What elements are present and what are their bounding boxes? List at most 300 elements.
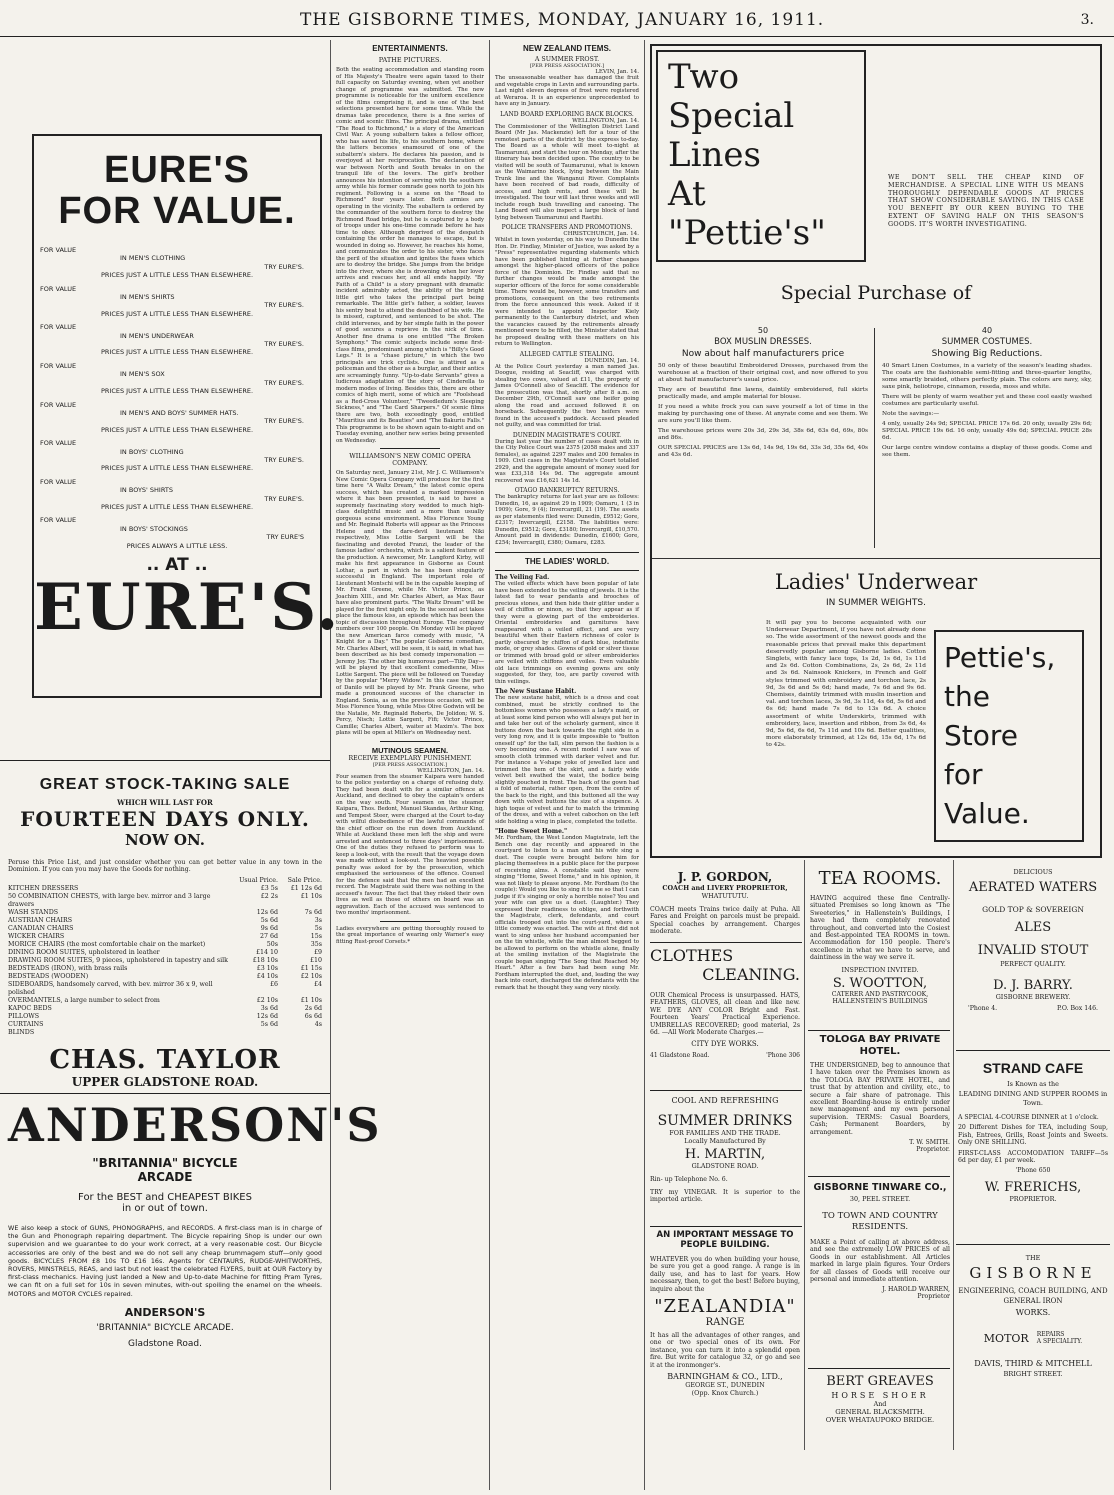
price-row — [8, 933, 322, 941]
pettie-title-line: Two — [668, 57, 740, 97]
price-row — [8, 917, 322, 925]
martin-vinegar: TRY my VINEGAR. It is superior to the imported article. — [650, 1189, 800, 1204]
eures-for-value: FOR VALUE — [40, 361, 77, 370]
eures-line — [40, 362, 314, 396]
strand-accommodation: FIRST-CLASS ACCOMODATION TARIFF—5s 6d per day, £1 per week. — [958, 1149, 1108, 1165]
h-pathe: PATHE PICTURES. — [378, 56, 442, 64]
item-name: BLINDS — [8, 1028, 35, 1036]
greaves-address: OVER WHATAUPOKO BRIDGE. — [825, 1416, 935, 1424]
item-name: 50 COMBINATION CHESTS, with large bev. mirror and 3 large drawers — [8, 892, 211, 908]
item-name: DINING ROOM SUITES, upholstered in leather — [8, 948, 160, 956]
h-mutinous: MUTINOUS SEAMEN. — [371, 745, 449, 755]
anderson-name: ANDERSON'S — [8, 1098, 382, 1152]
strand-sub: LEADING DINING AND SUPPER ROOMS in Town. — [958, 1090, 1108, 1107]
price-row — [8, 1029, 322, 1037]
martin-address: GLADSTONE ROAD. — [691, 1162, 759, 1170]
sale-price: 3s — [314, 916, 322, 924]
eures-subtitle: FOR VALUE. — [58, 190, 296, 232]
eng-works: WORKS. — [1015, 1308, 1051, 1317]
eures-price-note: PRICES JUST A LITTLE LESS THAN ELSEWHERE. — [100, 464, 254, 473]
item-name: WICKER CHAIRS — [8, 932, 65, 940]
eures-ad — [32, 134, 341, 698]
cleaning-ad — [650, 946, 800, 1059]
price-row — [8, 981, 322, 997]
zealandia-address: GEORGE ST., DUNEDIN — [685, 1381, 765, 1390]
eures-product: IN BOYS' STOCKINGS — [120, 524, 188, 533]
otago-body: The bankruptcy returns for last year are as follows: Dunedin, 16, as against 29 in 1909; Oamaru, 1 (3 in 1909); Gore, 9 (4); Invercargill, 21 (19). The assets as per statements filed were: Dunedin, £9512; Gore, £2317; Invercargill, £2158. The liabilities were: Dunedin, £9512; Gore, £3180; Invercargill, £10,570. Amount paid in dividends: Dunedin, £1600; Gore, £254; Invercargill, £380; Oamaru, £283. — [495, 494, 639, 546]
item-name: MORICE CHAIRS (the most comfortable chair on the market) — [8, 940, 206, 948]
item-name: WASH STANDS — [8, 908, 59, 916]
frost-body: The unseasonable weather has damaged the fruit and vegetable crops in Levin and surrounding parts. Last night eleven degrees of frost were registered at Weraroa. It is an experience unprecedented to have any in January. — [495, 75, 639, 107]
eures-product: IN MEN'S SOX — [120, 370, 165, 379]
usual-price — [234, 1029, 278, 1037]
sale-price: £2 10s — [300, 972, 322, 980]
sale-price: 7s 6d — [304, 908, 322, 916]
greaves-blacksmith: GENERAL BLACKSMITH. — [835, 1408, 925, 1416]
dateline: CHRISTCHURCH, Jan. 14. — [563, 231, 639, 237]
price-row — [8, 949, 322, 957]
barry-name: D. J. BARRY. — [993, 978, 1073, 993]
eures-line — [40, 401, 314, 435]
eures-for-value: FOR VALUE — [40, 477, 77, 486]
barry-box: P.O. Box 146. — [1056, 1005, 1098, 1012]
tinware-title: GISBORNE TINWARE CO., — [813, 1182, 947, 1193]
usual-price: £3 5s — [260, 884, 278, 892]
costume-subtitle: Showing Big Reductions. — [931, 349, 1043, 359]
h-ladies-world: THE LADIES' WORLD. — [524, 557, 610, 566]
item-name: PILLOWS — [8, 1012, 40, 1020]
item-name: SIDEBOARDS, handsomely carved, with bev. mirror 36 x 9, well polished — [8, 980, 213, 996]
summer-costumes — [882, 326, 1092, 462]
eng-motor: MOTOR — [983, 1331, 1029, 1345]
eures-try: TRY EURE'S. — [264, 417, 304, 426]
mutinous-body: Four seamen from the steamer Kaipara were handed to the police yesterday on a charge of refusing duty. They had been dealt with for a similar offence at Auckland, and declined to obey the captain's orders on the way south. Four seamen on the steamer Kaipara, Thos. Bedont, Manuel Skandas, Arthur King, and Tempest Steer, were charged at the Court to-day with wilful disobedience of the lawful commands of the chief officer on the run down from Auckland. While at Auckland these men left the ship and were arrested and sentenced to three days' imprisonment. One of the duties they refused to perform was to keep a look-out, with the result that the voyage down was made without a look-out. The heaviest possible penalty was asked for by the prosecution, which emphasised the seriousness of the offence. Counsel for the defence said that the men had an excellent record. The Magistrate said there was nothing in the accused's favour. The fact that they risked their own lives as well as those of others on board was an aggravation. Each of the accused was sentenced to two months' imprisonment. — [336, 773, 484, 916]
usual-price: £4 10s — [256, 972, 278, 980]
eures-for-value: FOR VALUE — [40, 323, 77, 332]
barry-stout: INVALID STOUT — [977, 943, 1089, 958]
section-rule — [0, 760, 330, 761]
eng-gisborne: GISBORNE — [969, 1264, 1097, 1282]
h-land-board: LAND BOARD EXPLORING BACK BLOCKS. — [500, 110, 634, 118]
ladies-underwear-sub: IN SUMMER WEIGHTS. — [826, 598, 926, 608]
ladies-underwear: Ladies' Underwear — [774, 570, 978, 594]
eng-the: THE — [1025, 1254, 1041, 1262]
usual-price: £14 10 — [255, 948, 278, 956]
strand-prop: PROPRIETOR. — [1009, 1195, 1057, 1204]
tologa-title: TOLOGA BAY PRIVATE HOTEL. — [819, 1034, 941, 1057]
pettie-title-line: Lines — [668, 135, 761, 175]
eures-line — [40, 246, 314, 280]
zealandia-body: WHATEVER you do when building your house, be sure you get a good range. A range is in daily use, and has to last for years. How necessary, then, to get the best! Before buying, inquire about the — [650, 1256, 800, 1293]
eures-line — [40, 516, 314, 550]
sale-price: £1 10s — [300, 996, 322, 1004]
sale-price: £10 — [309, 956, 322, 964]
costume-savings: 4 only, usually 24s 9d; SPECIAL PRICE 17s 6d. 20 only, usually 29s 6d; SPECIAL PRICE 19s 6d. 16 only, usually 49s 6d; SPECIAL PRICE 28s 6d. — [882, 421, 1092, 441]
greaves-ad — [810, 1374, 950, 1424]
h-dunedin-court: DUNEDIN MAGISTRATE'S COURT. — [512, 431, 622, 439]
column-rule — [953, 860, 954, 1450]
price-list — [8, 877, 322, 1037]
usual-price: £3 10s — [256, 964, 278, 972]
zealandia-address2: (Opp. Knox Church.) — [691, 1389, 759, 1398]
eures-line — [40, 323, 314, 357]
greaves-name: BERT GREAVES — [826, 1374, 934, 1389]
tologa-body: THE UNDERSIGNED, beg to announce that I have taken over the Premises known as the TOLOGA BAY PRIVATE HOTEL, and trust that by attention and civility, etc., to secure a fair share of patronage. This excellent Boarding-house is entirely under new management and my own personal supervision. TERMS: Casual Boarders, Cash; Permanent Boarders, by arrangement. — [810, 1062, 950, 1136]
costume-body3: Note the savings:— — [882, 411, 940, 417]
price-row — [8, 1021, 322, 1029]
barry-ad — [958, 868, 1108, 1012]
strand-tea: 20 Different Dishes for TEA, including Soup, Fish, Entrees, Grills, Roast Joints and Sweets. Only ONE SHILLING. — [958, 1124, 1108, 1147]
usual-price: 50s — [266, 940, 278, 948]
item-name: OVERMANTELS, a large number to select from — [8, 996, 160, 1004]
h-police: POLICE TRANSFERS AND PROMOTIONS. — [501, 224, 633, 231]
barry-phone: 'Phone 4. — [968, 1005, 998, 1012]
martin-ad — [650, 1096, 800, 1207]
section-rule — [0, 1093, 330, 1094]
tea-rooms-body: HAVING acquired these fine Centrally-situated Premises so long known as "The Sweeteries," in Hallenstein's Buildings, I have had them completely renovated throughout, and converted into the Cosiest and Best-appointed TEA ROOMS in town. Accommodation for 150 people. There's excellence in what we have to serve, and daintiness in the way we serve it. — [810, 895, 950, 962]
eures-product: IN MEN'S SHIRTS — [120, 293, 175, 302]
costume-body5: Our large centre window contains a display of these goods. Come and see them. — [882, 445, 1092, 458]
column-rule — [644, 40, 645, 1490]
h-frost: A SUMMER FROST. — [534, 56, 600, 63]
sale-price: £1 15s — [300, 964, 322, 972]
press-association: [PER PRESS ASSOCIATION.] — [372, 761, 448, 768]
eures-at: .. AT .. — [146, 555, 208, 575]
strand-ad — [958, 1060, 1108, 1203]
martin-sub: FOR FAMILIES AND THE TRADE. — [669, 1129, 781, 1137]
gordon-body: COACH meets Trains twice daily at Puha. All Fares and Freight on parcels must be prepaid. Special coaches by arrangement. Charges moderate. — [650, 906, 800, 936]
eures-price-note: PRICES JUST A LITTLE LESS THAN ELSEWHERE. — [100, 271, 254, 280]
two-special-lines-box — [656, 50, 866, 262]
anderson-body: WE also keep a stock of GUNS, PHONOGRAPHS, and RECORDS. A first-class man is in charge of the Gun and Phonograph repairing department. The Bicycle repairing Shop is under our own supervision and we guarantee to do your work correct, at a very reasonable cost. Our Bicycle accessories are only of the best and we do not sell any cheap brummagem stuff—only good goods. BICYCLES FROM £8 10s TO £16 16s. Agents for CENTAURS, RUDGE-WHITWORTHS, ROVERS, MINSTRELS, REAS, and last but not least the celebrated FLYERS, built at OUR Factory by first-class mechanics. Having just landed a New and Up-to-date Machine for fitting Pram Tyres, we can fit on a full set for 10s in seven minutes, with-out spoiling the enamel on the wheels. MOTORS and MOTOR CYCLES repaired. — [8, 1224, 322, 1298]
page-number: 3. — [1080, 12, 1094, 28]
martin-by: Locally Manufactured By — [684, 1137, 766, 1145]
taylor-name: CHAS. TAYLOR — [49, 1044, 281, 1075]
price-row — [8, 941, 322, 949]
eng-speciality: A SPECIALITY. — [1036, 1338, 1083, 1345]
eures-try: TRY EURE'S. — [264, 494, 304, 503]
sale-price: 35s — [310, 940, 322, 948]
h-otago: OTAGO BANKRUPTCY RETURNS. — [514, 487, 620, 494]
sale-price: £1 10s — [300, 892, 322, 900]
eures-try: TRY EURE'S. — [264, 340, 304, 349]
eures-try: TRY EURE'S — [266, 533, 304, 542]
police-body: Whilst in town yesterday, on his way to Dunedin the Hon. Dr. Findlay, Minister of Justice, was asked by a "Press" representative regarding statements which have been published hinting at further changes amongst the higher-placed officers of the police force of the Dominion. Dr. Findlay said that no further changes would be made amongst the superior officers of the force for some considerable time. There would be, however, some transfers and promotions, consequent on the two retirements from the force announced this week. Asked if it were intended to appoint Inspector Kiely permanently to the Canterbury district, and when the vacancies caused by the retirements already mentioned were to be filled, the Minister stated that he proposed dealing with these matters on his return to Wellington. — [495, 237, 639, 347]
strand-phone: 'Phone 650 — [1015, 1167, 1051, 1175]
strand-known: Is Known as the — [1007, 1080, 1059, 1088]
col-sale: Sale Price. — [287, 876, 322, 884]
eures-title: EURE'S — [104, 149, 250, 191]
masthead — [0, 10, 1114, 36]
tinware-ad — [810, 1182, 950, 1300]
sale-intro: Peruse this Price List, and just consider whether you can get better value in any town in the Dominion. If you can you may have the Goods for nothing. — [8, 859, 322, 874]
price-row — [8, 909, 322, 917]
anderson-tag2: in or out of town. — [122, 1203, 208, 1214]
dye-works: CITY DYE WORKS. — [691, 1040, 759, 1049]
barry-ales: ALES — [1014, 920, 1052, 935]
sale-price: 2s 6d — [304, 1004, 322, 1012]
sale-price: 4s — [314, 1020, 322, 1028]
dateline: DUNEDIN, Jan. 14. — [584, 357, 639, 364]
martin-cool: COOL AND REFRESHING — [671, 1096, 779, 1105]
dunedin-body: During last year the number of cases dealt with in the City Police Court was 2375 (2058 males and 337 females), as against 2297 males and 200 females in 1909. Civil cases in the Magistrate's Court totalled 2929, and the aggregate amount of money sued for was £33,318 14s 9d. The aggregate amount recovered was £16,621 14s 1d. — [495, 438, 639, 484]
price-row — [8, 885, 322, 893]
cleaning-title: CLOTHES — [650, 946, 734, 965]
store-for-value — [944, 638, 1074, 833]
eures-for-value: FOR VALUE — [40, 439, 77, 448]
eng-address: BRIGHT STREET. — [1003, 1370, 1063, 1378]
item-name: CANADIAN CHAIRS — [8, 924, 74, 932]
strand-owner: W. FRERICHS, — [984, 1180, 1082, 1196]
h-veiling: The Veiling Fad. — [495, 574, 550, 581]
special-purchase: Special Purchase of — [780, 282, 972, 304]
eures-price-note: PRICES JUST A LITTLE LESS THAN ELSEWHERE. — [100, 502, 254, 511]
tinware-address: 30, PEEL STREET. — [849, 1195, 911, 1203]
column-nz-items — [495, 44, 639, 994]
h-entertainments: ENTERTAINMENTS. — [372, 44, 448, 53]
zealandia-name: "ZEALANDIA" — [654, 1296, 796, 1318]
tea-inspection: INSPECTION INVITED. — [841, 965, 919, 974]
sale-price — [278, 1029, 322, 1037]
price-row — [8, 973, 322, 981]
anderson-foot2: 'BRITANNIA" BICYCLE ARCADE. — [96, 1322, 234, 1333]
zealandia-heading: AN IMPORTANT MESSAGE TO PEOPLE BUILDING. — [656, 1230, 794, 1250]
eures-price-note: PRICES JUST A LITTLE LESS THAN ELSEWHERE. — [100, 309, 254, 318]
pettie-intro: WE DON'T SELL THE CHEAP KIND OF MERCHANDISE. A SPECIAL LINE WITH US MEANS THOROUGHLY DEPENDABLE GOODS AT PRICES THAT SHOW CONSIDERABLE SAVING. IN THIS CASE YOU BENEFIT BY OUR KEEN BUYING TO THE EXTENT OF SAVING HALF ON THIS SEASON'S GOODS. IT'S WORTH INVESTIGATING. — [888, 173, 1084, 228]
costume-body2: There will be plenty of warm weather yet and these cool easily washed costumes are particularly useful. — [882, 394, 1092, 407]
price-row — [8, 1005, 322, 1013]
h-cattle: ALLEGED CATTLE STEALING. — [519, 350, 615, 358]
usual-price: 12s 6d — [256, 908, 278, 916]
barry-brewery: GISBORNE BREWERY. — [995, 993, 1071, 1001]
tinware-body: MAKE a Point of calling at above address, and see the extremely LOW PRICES of all Goods in our establishment. All Articles marked in large plain figures. Your Orders for all classes of Goods will receive our personal and immediate attention. — [810, 1239, 950, 1284]
usual-price: £2 10s — [256, 996, 278, 1004]
eures-product: IN MEN'S CLOTHING — [120, 254, 186, 263]
home-body: Mr. Fordham, the West London Magistrate, left the Bench one day recently and appeared in the courtyard to listen to a man and his wife sing a duet. The couple were brought before him for placing themselves in a public place for the purpose of receiving alms. A constable said they were singing "Home, Sweet Home," and in his opinion, it was not likely to please anyone. Mr. Fordham (to the couple): Would you like to sing it to me so that I can judge if it's singing or only a horrible noise? You and your wife can give us a duet. (Laughter.) They expressed their readiness to oblige, and forthwith the Magistrate, clerk, defendants, and court officials trooped out into the court-yard, where a little comedy was enacted. The wife at first did not want to sing unless her husband accompanied her on the tin whistle, while the man almost begged to be allowed to perform on the whistle alone, finally at the smiling invitation of the Magistrate the couple began singing "The Song that Reached My Heart." After a few bars had been sung Mr. Fordham interrupted the duet, and, leading the way back into court, discharged the defendants with the remark that he thought they sang very nicely. — [495, 835, 640, 991]
price-row — [8, 957, 322, 965]
muslin-prices: OUR SPECIAL PRICES are 13s 6d, 14s 9d, 19s 6d, 33s 3d, 35s 6d, 40s and 43s 6d. — [658, 445, 868, 458]
dateline: WELLINGTON, Jan. 14. — [572, 117, 639, 124]
masthead-title: THE GISBORNE TIMES, MONDAY, JANUARY 16, 1911. — [300, 10, 825, 30]
barry-quality: PERFECT QUALITY. — [1000, 960, 1066, 968]
usual-price: 9s 6d — [260, 924, 278, 932]
dye-address: 41 Gladstone Road. — [650, 1052, 710, 1060]
barry-aerated: AERATED WATERS — [968, 880, 1098, 895]
eures-line — [40, 285, 314, 319]
sale-price: £9 — [313, 948, 322, 956]
sale-price: 15s — [310, 932, 322, 940]
tea-address: HALLENSTEIN'S BUILDINGS — [832, 997, 928, 1005]
store-line: for — [944, 758, 983, 791]
sale-price: 5s — [314, 924, 322, 932]
dye-phone: 'Phone 306 — [766, 1052, 800, 1060]
habit-body: The new sustane habit, which is a dress and coat combined, must be strictly confined to the bottomless women who possesses a lady's maid, or at least some kind person who will always put her in and take her out of the scholarly garment, since it buttons down the back towards the right side in a very long row, and it is quite impossible to "button oneself up" for the tall, slim person the fashion is a very becoming one. A recent model I saw was of smooth cloth trimmed with darker velvet and fur. For instance a V-shape yoke of jewelled lace and trimmed the hem of the skirt, and a fairly wide velvet belt swathed the waist, the bodice being slightly pouched in front. The back of the gown had a fold of material, rather open, from the centre of the back to the right, and this buttoned all the way down with velvet buttons the size of a sixpence. A high toque of velvet and fur to match the trimming of the dress, and with a velvet cabochon on the left side holding a wing in place, completed the toilette. — [495, 695, 639, 825]
tinware-residents: TO TOWN AND COUNTRY RESIDENTS. — [822, 1211, 938, 1232]
price-list-header — [8, 877, 322, 885]
gordon-place: WHATUTUTU. — [701, 892, 749, 900]
sale-price: £4 — [313, 980, 322, 988]
sale-price: £1 12s 6d — [290, 884, 322, 892]
eures-product: IN MEN'S AND BOYS' SUMMER HATS. — [120, 408, 239, 417]
barry-delicious: DELICIOUS — [1013, 868, 1053, 876]
eures-price-note: PRICES JUST A LITTLE LESS THAN ELSEWHERE. — [100, 387, 254, 396]
eng-repairs: REPAIRS — [1036, 1331, 1065, 1338]
muslin-title: BOX MUSLIN DRESSES. — [714, 337, 812, 347]
taylor-address: UPPER GLADSTONE ROAD. — [71, 1074, 259, 1089]
item-name: BEDSTEADS (IRON), with brass rails — [8, 964, 128, 972]
price-row — [8, 893, 322, 909]
price-row — [8, 925, 322, 933]
eng-firm: DAVIS, THIRD & MITCHELL — [974, 1359, 1092, 1368]
tinware-prop: Proprietor — [917, 1293, 950, 1301]
price-row — [8, 1013, 322, 1021]
column-entertainments — [336, 44, 484, 948]
tologa-ad — [810, 1034, 950, 1153]
williamson-body: On Saturday next, January 21st, Mr J. C. Williamson's New Comic Opera Company will produce for the first time here "A Waltz Dream," the latest comic opera success, which has created a marked impression where it has been presented, is said to have a supremely fascinating story wedded to much high-class delightful music and a more than usually gorgeous scene environment. Miss Florence Young and Mr. Reginald Roberts will appear as the Princess Helene and the dare-devil lieutenant Niki respectively, Miss Lottie Sargent will be the fascinating and devoted Franzi, the leader of the famous ladies' orchestra, which is a salient feature of the production. A newcomer, Mr. Langford Kirby, will make his first appearance in Gisborne as Count Lothar, a part in which he has been singularly successful in England. The important role of Lieutenant Montschi will be in the capable keeping of Mr. Frank Greene, while Mr. Victor Prince, as Joachim XIII., and Mr. Charles Albert, as Max Baur have also prominent parts. "The Waltz Dream" will be played for the first night only. In the second act takes place the famous kiss, an episode which has been the topic of discussion throughout Europe. The company numbers over 100 people. On Monday will be played the new American farce comedy with music, "A Knight for a Day." The popular Gisborne comedian, Mr. Charles Albert, will be seen, it is said, in what has been described as his best comedy impersonation —Jeremy Joy. The other big humorous part—Tilly Day— will be played by that excellent comedienne, Miss Lottie Sargent. The piece will be followed on Tuesday by the popular "Merry Widow." In this case the part of Danilo will be played by Mr. Frank Greene, who made a pronounced success of the character in England. Sonia, as on the previous occasion, will be Miss Florence Young, while Miss Olive Godwin will be the Natalie, Mr. Reginald Roberts, De Jolidon; W. S. Percy, Nisch; Lottie Sargent, Fifi; Victor Prince, Camille; Charles Albert, waiter at Maxim's. The box plans will be open at Miller's on Wednesday next. — [336, 470, 484, 736]
eures-product: IN MEN'S UNDERWEAR — [120, 331, 194, 340]
store-line: the — [944, 680, 990, 713]
anderson-ad — [8, 1098, 382, 1349]
muslin-body4: The warehouse prices were 20s 3d, 29s 3d, 38s 6d, 63s 6d, 69s, 80s and 86s. — [658, 428, 868, 441]
sale-price: 6s 6d — [304, 1012, 322, 1020]
veil-body: The veiled effects which have been popular of late have been extended to the veiling of jewels. It is the latest fad to wear pendants and brooches of precious stones, and then hide their glitter under a veil of chiffon or ninon, so that they appear as if they were a glowing part of the embroideries. Oriental embroideries and garnitures have reappeared with a veiled effect, and are very beautiful when their Eastern richness of color is partly obscured by chiffon of dark blue, indefinite mode, or grey shades. Gowns of gold or silver tissue or trimmed with broad gold or silver embroideries are veiled with chiffons and voiles. Even valuable old lace trimmings on evening gowns are only suggested, for they, too, are partly covered with thin veilings. — [495, 581, 639, 685]
strand-title: STRAND CAFE — [982, 1060, 1084, 1076]
usual-price: 3s 6d — [260, 1004, 278, 1012]
dateline: WELLINGTON, Jan. 14. — [417, 767, 484, 774]
pettie-title-line: "Pettie's" — [668, 213, 826, 253]
land-body: The Commissioner of the Wellington District Land Board (Mr Jas. Mackenzie) left for a tour of the remotest parts of the district by the express to-day. The Board as a whole will meet to-night at Taumarunui, and start the tour on Monday, after the itinerary has been decided upon. The country to be visited will be south of Taumarunui, what is known as the Waimarino block, lying between the Main Trunk line and the Wanganui River. Complaints have been received of bad roads, difficulty of access, and high rents, and these will be investigated. The tour will last three weeks and will include rough bush travelling and canoeing. The Land Board will also inspect a large block of land lying between Taumarunui and Raetihi. — [495, 123, 639, 221]
costume-count: 40 — [981, 326, 993, 335]
eures-try: TRY EURE'S. — [264, 262, 304, 271]
cattle-body: At the Police Court yesterday a man named Jas. Doogue, residing at Seacliff, was charged with stealing two cows, valued at £11, the property of James O'Connell also of Seacliff. The evidence for the prosecution was that, shortly after 8 a.m. on December 29th, O'Connell saw one heifer going along the road and accused followed it on horseback. Subsequently the two heifers were found in the accused's paddock. Accused pleaded not guilty, and was committed for trial. — [495, 363, 639, 428]
store-for-value-box — [934, 630, 1084, 842]
corset-note: Ladies everywhere are getting thoroughly roused to the great importance of wearing only Warner's easy fitting Rust-proof Corsets.* — [336, 925, 484, 945]
costume-body1: 40 Smart Linen Costumes, in a variety of the season's leading shades. The coats are the fashionable semi-fitting and three-quarter lengths, some smartly braided, others perfectly plain. The colors are navy, sky, saxe pink, heliotrope, cinnamon, reseda, moss and white. — [882, 363, 1092, 390]
tologa-prop: Proprietor. — [916, 1146, 950, 1154]
h-nz-items: NEW ZEALAND ITEMS. — [523, 44, 611, 53]
column-rule — [804, 860, 805, 1450]
eures-for-value: FOR VALUE — [40, 400, 77, 409]
eures-price-note: PRICES ALWAYS A LITTLE LESS. — [126, 541, 228, 550]
eures-for-value: FOR VALUE — [40, 246, 77, 254]
store-line: Pettie's, — [944, 641, 1056, 674]
h-williamson: WILLIAMSON'S NEW COMIC OPERA COMPANY. — [349, 453, 471, 467]
greaves-and: And — [873, 1400, 887, 1408]
zealandia-maker: BARNINGHAM & CO., LTD., — [667, 1372, 783, 1382]
usual-price: 12s 6d — [256, 1012, 278, 1020]
tologa-sign: T. W. SMITH. — [909, 1139, 950, 1147]
masthead-rule — [0, 36, 1114, 37]
column-rule — [489, 40, 490, 1490]
item-name: AUSTRIAN CHAIRS — [8, 916, 73, 924]
usual-price: 5s 6d — [260, 1020, 278, 1028]
item-name: BEDSTEADS (WOODEN) — [8, 972, 89, 980]
dateline: LEVIN, Jan. 14. — [595, 69, 639, 75]
anderson-foot3: Gladstone Road. — [128, 1338, 202, 1349]
eures-line — [40, 478, 314, 512]
usual-price: £18 10s — [252, 956, 278, 964]
cleaning-title2: CLEANING. — [702, 965, 800, 984]
tea-owner: S. WOOTTON, — [832, 975, 928, 991]
sale-subtitle: WHICH WILL LAST FOR — [117, 798, 213, 807]
eures-try: TRY EURE'S. — [264, 301, 304, 310]
tinware-sign: J. HAROLD WARREN, — [882, 1286, 950, 1294]
price-row — [8, 965, 322, 973]
tea-rooms-title: TEA ROOMS. — [818, 868, 942, 889]
eures-try: TRY EURE'S. — [264, 378, 304, 387]
eures-try: TRY EURE'S. — [264, 455, 304, 464]
eures-for-value: FOR VALUE — [40, 284, 77, 293]
petties-ad — [650, 44, 1102, 858]
usual-price: £2 2s — [260, 892, 278, 900]
gordon-name: J. P. GORDON, — [677, 870, 773, 884]
pathe-body: Both the seating accommodation and standing room of His Majesty's Theatre were again taxed to their full capacity on Saturday evening, when yet another change of programme was submitted. The new programme is noticeable for the uniform excellence of the films comprising it, and is one of the best selections presented here for some time. While the dramas take precedence, there is a fine series of comic and scenic films. The principal drama, entitled "The Road to Richmond," is a story of the American Civil War. A young subaltern takes a fellow officer, who has saved his life, to his southern home, where the latters becomes enamoured of one of the subaltern's sisters. He declares his passion, and is overjoyed at her reciprocation. The declaration of war between North and South breaks in on the tranquil life of the lovers. The girl's brother announces his intention of serving with the southern army while his former comrade goes north to join his regiment. Following is a scene on the "Road to Richmond" four years later. Both armies are operating in the vicinity. The subaltern is ordered by the commander of the southern force to destroy the Richmond Road bridge, but he is captured by a body of troops under his one-time comrade before he has time to obey. Although deprived of the despatch containing the order he manages to escape, but is wounded in doing so. However, he reaches his home, and communicates the order to his sister, who faces the peril of the situation and ignites the fuses which are to destroy the bridge. She jumps from the bridge into the river, where she is drowning when her lover arrives and rescues her, and all ends happily. "By Faith of a Child" is a story pregnant with dramatic incident admirably acted, the ability of the bright little girl who takes the principal part being remarkable. The little girl's father, a soldier, leaves his sentry beat to attend the deathbed of his wife. He is missed, captured, and sentenced to be shot. The child intervenes, and by her simple faith in the power of good secures a reprieve in the nick of time. Another fine drama is one entitled "The Broken Symphony." The comic subjects include some first-class films, predominant among which is "Billy's Good Legs." It is a "chase picture," in which the two principals are trick cyclists. One is attired as a policeman and the other as a burglar, and their antics are screamingly funny. "Up-to-date Servants" gives a ludicrous adaptation of the story of Cinderella to modern modes of living. Besides this, there are other comics of high merit, some of which are "Foolshead as a Red-Cross Volunteer," "Tweedledum's Sleeping Sickness," and "The Card Sharpers." Of scenic films there are two, both exceedingly good, entitled "Mauritius and its Beauties" and "The Bakuriu Falls." This programme is to be shown again to-night and on Tuesday evening, another new series being presented on Wednesday. — [336, 67, 484, 444]
h-mutinous-sub: RECEIVE EXEMPLARY PUNISHMENT. — [348, 754, 472, 762]
costume-title: SUMMER COSTUMES. — [941, 337, 1033, 347]
greaves-horse-shoer: HORSE SHOER — [831, 1391, 929, 1400]
gordon-sub: COACH and LIVERY PROPRIETOR, — [662, 884, 788, 892]
anderson-sub2: ARCADE — [137, 1170, 193, 1184]
underwear-body: It will pay you to become acquainted with our Underwear Department, if you have not already done so. The wide assortment of the newest goods and the reasonable prices that prevail make this department deservedly popular among Gisborne ladies. Cotton Singlets, with fancy lace tops, 1s 2d, 1s 6d, 1s 11d and 2s 6d. Cotton Combinations, 2s, 2s 6d, 2s 11d and 3s 6d. Nainsook Knickers, in French and Golf styles trimmed with embroidery and torchon lace, 2s 9d, 3s 6d and 5s 6d; hand made, 7s 6d and 9s 6d. Chemises, daintily trimmed with muslin insertion and val. and torchon laces, 3s 9d, 3s 11d, 4s 6d, 5s 6d and 6s 6d; hand made 7s 6d to 13s 6d. A choice assortment of white Underskirts, trimmed with embroidery, lace, insertion and ribbon, from 3s 6d, 4s 9d, 5s 6d, 6s 6d, 7s 11d and 10s 6d. Better qualities, more elaborately trimmed, at 12s 6d, 15s 6d, 17s 6d to 42s. — [766, 620, 926, 749]
sale-now-on: NOW ON. — [125, 831, 205, 849]
item-name: KITCHEN DRESSERS — [8, 884, 79, 892]
press-association: [PER PRESS ASSOCIATION.] — [529, 63, 605, 69]
anderson-tag1: For the BEST and CHEAPEST BIKES — [78, 1192, 252, 1203]
usual-price: 5s 6d — [260, 916, 278, 924]
eures-line — [40, 439, 314, 473]
item-name: CURTAINS — [8, 1020, 44, 1028]
gordon-ad — [650, 870, 800, 939]
martin-phone: Rin- up Telephone No. 6. — [650, 1176, 728, 1183]
h-habit: The New Sustane Habit. — [495, 688, 577, 695]
martin-title: SUMMER DRINKS — [657, 1113, 793, 1129]
pettie-title-line: Special — [668, 96, 795, 136]
item-name: DRAWING ROOM SUITES, 9 pieces, upholstered in tapestry and silk — [8, 956, 228, 964]
usual-price: £6 — [269, 980, 278, 988]
strand-dinner: A SPECIAL 4-COURSE DINNER at 1 o'clock. — [958, 1114, 1099, 1121]
sale-duration: FOURTEEN DAYS ONLY. — [20, 807, 310, 831]
muslin-body2: They are of beautiful fine lawns, daintily embroidered, full skirts practically made, and ample material for blouse. — [658, 387, 868, 400]
eures-product: IN BOYS' SHIRTS — [120, 486, 173, 495]
cleaning-body: OUR Chemical Process is unsurpassed. HATS, FEATHERS, GLOVES, all clean and like new. WE DYE ANY COLOR Bright and Fast. Fourteen Years' Practical Experience. UMBRELLAS RECOVERED; good material, 2s 6d. —All Work Moderate Charges.— — [650, 992, 800, 1037]
item-name: KAPOC BEDS — [8, 1004, 52, 1012]
two-special-lines — [668, 58, 854, 253]
eures-name: EURE'S. — [34, 570, 341, 645]
store-line: Value. — [944, 797, 1030, 830]
eures-lines — [34, 246, 320, 550]
zealandia-ad — [650, 1230, 800, 1397]
muslin-body3: If you need a white frock you can save yourself a lot of time in the making by purchasing one of these. At anyrate come and see them. We are sure you'll like them. — [658, 404, 868, 424]
col-usual: Usual Price. — [239, 876, 278, 884]
taylor-ad — [8, 776, 322, 1089]
eures-for-value: FOR VALUE — [40, 516, 77, 525]
muslin-body1: 50 only of these beautiful Embroidered Dresses, purchased from the warehouse at a fraction of their original cost, and now offered to you at about half manufacturer's usual price. — [658, 363, 868, 383]
tea-rooms-ad — [810, 868, 950, 1005]
anderson-sub1: "BRITANNIA" BICYCLE — [92, 1156, 238, 1170]
eures-price-note: PRICES JUST A LITTLE LESS THAN ELSEWHERE. — [100, 425, 254, 434]
anderson-foot1: ANDERSON'S — [124, 1305, 206, 1319]
muslin-dresses — [658, 326, 868, 462]
h-home: "Home Sweet Home." — [495, 828, 568, 835]
sale-title: GREAT STOCK-TAKING SALE — [39, 776, 291, 793]
tea-caterer: CATERER AND PASTRYCOOK, — [831, 990, 929, 998]
store-line: Store — [944, 719, 1019, 752]
muslin-subtitle: Now about half manufacturers price — [681, 349, 845, 359]
zealandia-range: RANGE — [705, 1317, 745, 1329]
eng-works-line: ENGINEERING, COACH BUILDING, AND GENERAL IRON — [958, 1287, 1108, 1305]
muslin-count: 50 — [757, 326, 769, 335]
zealandia-body2: It has all the advantages of other ranges, and one or two special ones of its own. For instance, you can turn it into a splendid open fire. But write for catalogue 32, or go and see it at the ironmonger's. — [650, 1332, 800, 1369]
